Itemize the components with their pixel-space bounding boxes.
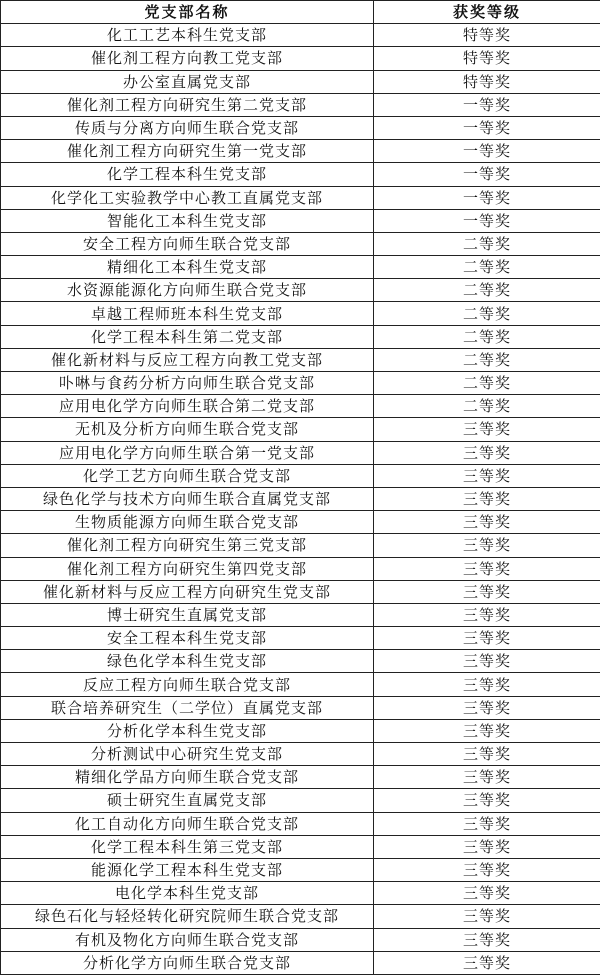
branch-name-cell: 无机及分析方向师生联合党支部 — [1, 418, 374, 441]
table-body — [1, 24, 600, 975]
branch-name-cell: 化工工艺本科生党支部 — [1, 24, 374, 47]
award-level-cell: 一等奖 — [374, 140, 600, 163]
award-level-cell: 三等奖 — [374, 418, 600, 441]
award-level-cell: 三等奖 — [374, 557, 600, 580]
table-row — [1, 395, 600, 418]
award-level-cell: 特等奖 — [374, 47, 600, 70]
award-level-cell: 三等奖 — [374, 603, 600, 626]
award-level-cell: 三等奖 — [374, 951, 600, 974]
branch-name-cell: 化学工程本科生第二党支部 — [1, 325, 374, 348]
branch-name-cell: 安全工程方向师生联合党支部 — [1, 232, 374, 255]
branch-name-cell: 化工自动化方向师生联合党支部 — [1, 812, 374, 835]
table-row — [1, 627, 600, 650]
table-row — [1, 650, 600, 673]
award-level-cell: 三等奖 — [374, 511, 600, 534]
header-award-level: 获奖等级 — [374, 1, 600, 24]
branch-name-cell: 绿色化学与技术方向师生联合直属党支部 — [1, 487, 374, 510]
branch-name-cell: 分析化学本科生党支部 — [1, 719, 374, 742]
branch-name-cell: 电化学本科生党支部 — [1, 882, 374, 905]
table-row — [1, 905, 600, 928]
table-row — [1, 93, 600, 116]
table-row — [1, 789, 600, 812]
branch-name-cell: 催化新材料与反应工程方向教工党支部 — [1, 348, 374, 371]
table-row — [1, 557, 600, 580]
award-level-cell: 三等奖 — [374, 858, 600, 881]
award-level-cell: 二等奖 — [374, 256, 600, 279]
table-row — [1, 766, 600, 789]
table-row — [1, 186, 600, 209]
award-level-cell: 三等奖 — [374, 534, 600, 557]
table-row — [1, 743, 600, 766]
branch-name-cell: 水资源能源化方向师生联合党支部 — [1, 279, 374, 302]
award-level-cell: 二等奖 — [374, 279, 600, 302]
branch-name-cell: 分析测试中心研究生党支部 — [1, 743, 374, 766]
table-row — [1, 325, 600, 348]
branch-name-cell: 绿色石化与轻烃转化研究院师生联合党支部 — [1, 905, 374, 928]
award-level-cell: 一等奖 — [374, 116, 600, 139]
award-level-cell: 特等奖 — [374, 70, 600, 93]
branch-name-cell: 化学工艺方向师生联合党支部 — [1, 464, 374, 487]
award-level-cell: 三等奖 — [374, 766, 600, 789]
award-level-cell: 三等奖 — [374, 650, 600, 673]
branch-name-cell: 联合培养研究生（二学位）直属党支部 — [1, 696, 374, 719]
award-level-cell: 二等奖 — [374, 372, 600, 395]
table-row — [1, 835, 600, 858]
branch-name-cell: 化学工程本科生第三党支部 — [1, 835, 374, 858]
table-row — [1, 882, 600, 905]
award-level-cell: 三等奖 — [374, 719, 600, 742]
award-level-cell: 二等奖 — [374, 302, 600, 325]
branch-name-cell: 催化剂工程方向研究生第四党支部 — [1, 557, 374, 580]
table-row — [1, 24, 600, 47]
award-level-cell: 三等奖 — [374, 812, 600, 835]
award-level-cell: 三等奖 — [374, 487, 600, 510]
branch-name-cell: 卟啉与食药分析方向师生联合党支部 — [1, 372, 374, 395]
branch-name-cell: 催化剂工程方向研究生第三党支部 — [1, 534, 374, 557]
table-row — [1, 441, 600, 464]
branch-name-cell: 卓越工程师班本科生党支部 — [1, 302, 374, 325]
table-row — [1, 928, 600, 951]
table-row — [1, 534, 600, 557]
branch-name-cell: 化学化工实验教学中心教工直属党支部 — [1, 186, 374, 209]
branch-name-cell: 生物质能源方向师生联合党支部 — [1, 511, 374, 534]
branch-name-cell: 传质与分离方向师生联合党支部 — [1, 116, 374, 139]
award-level-cell: 三等奖 — [374, 627, 600, 650]
branch-name-cell: 办公室直属党支部 — [1, 70, 374, 93]
table-row — [1, 719, 600, 742]
award-level-cell: 三等奖 — [374, 928, 600, 951]
award-level-cell: 三等奖 — [374, 743, 600, 766]
award-level-cell: 二等奖 — [374, 232, 600, 255]
award-level-cell: 二等奖 — [374, 395, 600, 418]
branch-name-cell: 应用电化学方向师生联合第二党支部 — [1, 395, 374, 418]
branch-name-cell: 催化新材料与反应工程方向研究生党支部 — [1, 580, 374, 603]
award-level-cell: 一等奖 — [374, 163, 600, 186]
award-level-cell: 三等奖 — [374, 580, 600, 603]
table-row — [1, 47, 600, 70]
branch-name-cell: 催化剂工程方向研究生第一党支部 — [1, 140, 374, 163]
award-level-cell: 三等奖 — [374, 464, 600, 487]
branch-name-cell: 博士研究生直属党支部 — [1, 603, 374, 626]
table-row — [1, 163, 600, 186]
table-row — [1, 487, 600, 510]
award-level-cell: 一等奖 — [374, 93, 600, 116]
header-branch-name: 党支部名称 — [1, 1, 374, 24]
branch-name-cell: 有机及物化方向师生联合党支部 — [1, 928, 374, 951]
table-row — [1, 951, 600, 974]
table-row — [1, 696, 600, 719]
table-row — [1, 464, 600, 487]
award-level-cell: 特等奖 — [374, 24, 600, 47]
branch-name-cell: 精细化工本科生党支部 — [1, 256, 374, 279]
branch-name-cell: 催化剂工程方向研究生第二党支部 — [1, 93, 374, 116]
table-row — [1, 580, 600, 603]
branch-name-cell: 化学工程本科生党支部 — [1, 163, 374, 186]
table-row — [1, 279, 600, 302]
table-row — [1, 372, 600, 395]
table-row — [1, 603, 600, 626]
award-level-cell: 三等奖 — [374, 673, 600, 696]
award-level-cell: 一等奖 — [374, 186, 600, 209]
table-row — [1, 511, 600, 534]
award-level-cell: 三等奖 — [374, 835, 600, 858]
table-row — [1, 232, 600, 255]
branch-name-cell: 精细化学品方向师生联合党支部 — [1, 766, 374, 789]
table-row — [1, 348, 600, 371]
award-level-cell: 二等奖 — [374, 325, 600, 348]
branch-name-cell: 绿色化学本科生党支部 — [1, 650, 374, 673]
table-row — [1, 858, 600, 881]
branch-name-cell: 反应工程方向师生联合党支部 — [1, 673, 374, 696]
award-level-cell: 三等奖 — [374, 696, 600, 719]
table-row — [1, 673, 600, 696]
table-row — [1, 209, 600, 232]
award-level-cell: 三等奖 — [374, 882, 600, 905]
branch-name-cell: 安全工程本科生党支部 — [1, 627, 374, 650]
award-level-cell: 三等奖 — [374, 905, 600, 928]
table-row — [1, 302, 600, 325]
award-level-cell: 二等奖 — [374, 348, 600, 371]
branch-name-cell: 能源化学工程本科生党支部 — [1, 858, 374, 881]
award-level-cell: 三等奖 — [374, 441, 600, 464]
award-level-cell: 一等奖 — [374, 209, 600, 232]
table-header-row — [1, 1, 600, 24]
branch-name-cell: 智能化工本科生党支部 — [1, 209, 374, 232]
branch-name-cell: 应用电化学方向师生联合第一党支部 — [1, 441, 374, 464]
award-level-cell: 三等奖 — [374, 789, 600, 812]
table-row — [1, 256, 600, 279]
table-row — [1, 812, 600, 835]
table-row — [1, 116, 600, 139]
branch-name-cell: 硕士研究生直属党支部 — [1, 789, 374, 812]
table-row — [1, 140, 600, 163]
branch-name-cell: 催化剂工程方向教工党支部 — [1, 47, 374, 70]
branch-name-cell: 分析化学方向师生联合党支部 — [1, 951, 374, 974]
table-row — [1, 418, 600, 441]
table-row — [1, 70, 600, 93]
